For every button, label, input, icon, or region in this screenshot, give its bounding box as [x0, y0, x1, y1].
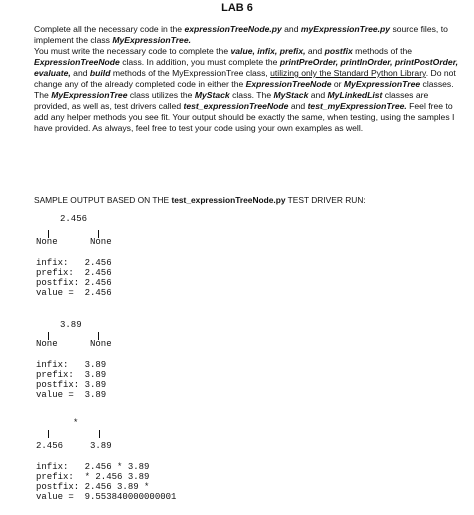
tree-root-operator: * — [73, 418, 79, 428]
emphasized-text: test_myExpressionTree. — [307, 101, 407, 111]
emphasized-text: value, infix, prefix, — [230, 46, 306, 56]
text-run: and — [288, 101, 308, 111]
postfix-line: postfix: 2.456 3.89 * — [36, 482, 150, 492]
text-run: class utilizes the — [127, 90, 195, 100]
emphasized-text: expressionTreeNode.py — [184, 24, 282, 34]
tree-right-child: 3.89 — [90, 441, 112, 451]
traversal-output — [36, 462, 176, 502]
tree-left-child: None — [36, 237, 58, 247]
text-run: and — [305, 46, 325, 56]
text-run: and — [70, 68, 90, 78]
value-line: value = 2.456 — [36, 288, 112, 298]
text-run: and — [281, 24, 301, 34]
infix-line: infix: 3.89 — [36, 360, 107, 370]
text-run: SAMPLE OUTPUT BASED ON THE — [34, 195, 172, 205]
emphasized-text: build — [89, 68, 111, 78]
emphasized-text: MyExpressionTree — [51, 90, 128, 100]
emphasized-text: postfix — [324, 46, 353, 56]
infix-line: infix: 2.456 — [36, 258, 112, 268]
text-run: methods of the — [352, 46, 413, 56]
emphasized-text: MyStack — [194, 90, 230, 100]
prefix-line: prefix: 3.89 — [36, 370, 107, 380]
postfix-line: postfix: 3.89 — [36, 380, 107, 390]
tree-root-value: 3.89 — [60, 320, 82, 330]
text-run: methods of the MyExpressionTree class, — [110, 68, 271, 78]
tree-left-branch — [48, 430, 49, 438]
text-run: class. In addition, you must complete the — [119, 57, 280, 67]
emphasized-text: ExpressionTreeNode — [34, 57, 120, 67]
tree-right-branch — [99, 430, 100, 438]
emphasized-text: test_expressionTreeNode — [183, 101, 289, 111]
emphasized-text: myExpressionTree.py — [300, 24, 391, 34]
emphasized-text: printPreOrder, printInOrder, printPostOrder, evaluate, — [34, 57, 458, 78]
tree-right-child: None — [90, 237, 112, 247]
text-run: source files, to implement the class — [34, 24, 448, 45]
prefix-line: prefix: 2.456 — [36, 268, 112, 278]
tree-left-child: 2.456 — [36, 441, 64, 451]
page-title: LAB 6 — [221, 2, 253, 14]
tree-left-child: None — [36, 339, 58, 349]
emphasized-text: MyLinkedList — [327, 90, 383, 100]
text-run: TEST DRIVER RUN: — [285, 195, 366, 205]
text-run: class. The — [229, 90, 274, 100]
text-run: Feel free to add any helper methods you see fit. Your output should be exactly the same, when testing, using the samples I have provided. As always, feel free to test your code using your own examples as well. — [34, 101, 455, 133]
value-line: value = 9.553840000000001 — [36, 492, 177, 502]
emphasized-text: MyExpressionTree. — [112, 35, 191, 45]
instructions-paragraph-1 — [34, 24, 464, 46]
traversal-output — [36, 258, 112, 298]
emphasized-text: MyExpressionTree — [343, 79, 421, 89]
instructions-paragraph-3 — [34, 90, 464, 134]
text-run: or — [331, 79, 344, 89]
text-run: The — [34, 90, 52, 100]
text-run: and — [308, 90, 328, 100]
traversal-output — [36, 360, 106, 400]
tree-root-value: 2.456 — [60, 214, 88, 224]
sample-output-heading — [34, 195, 464, 205]
emphasized-text: MyStack — [273, 90, 309, 100]
instructions-paragraph-2 — [34, 46, 464, 90]
text-run: Complete all the necessary code in the — [34, 24, 185, 34]
emphasized-text: test_expressionTreeNode.py — [171, 195, 286, 205]
tree-right-child: None — [90, 339, 112, 349]
infix-line: infix: 2.456 * 3.89 — [36, 462, 150, 472]
value-line: value = 3.89 — [36, 390, 107, 400]
text-run: . Do not change any of the already completed code in either the — [34, 68, 456, 89]
text-run: You must write the necessary code to complete the — [34, 46, 231, 56]
underlined-text: utilizing only the Standard Python Library — [270, 68, 426, 78]
prefix-line: prefix: * 2.456 3.89 — [36, 472, 150, 482]
emphasized-text: ExpressionTreeNode — [245, 79, 332, 89]
postfix-line: postfix: 2.456 — [36, 278, 112, 288]
text-run: classes. — [420, 79, 454, 89]
instructions — [34, 24, 464, 134]
text-run: classes are provided, as well as, test drivers called — [34, 90, 429, 111]
